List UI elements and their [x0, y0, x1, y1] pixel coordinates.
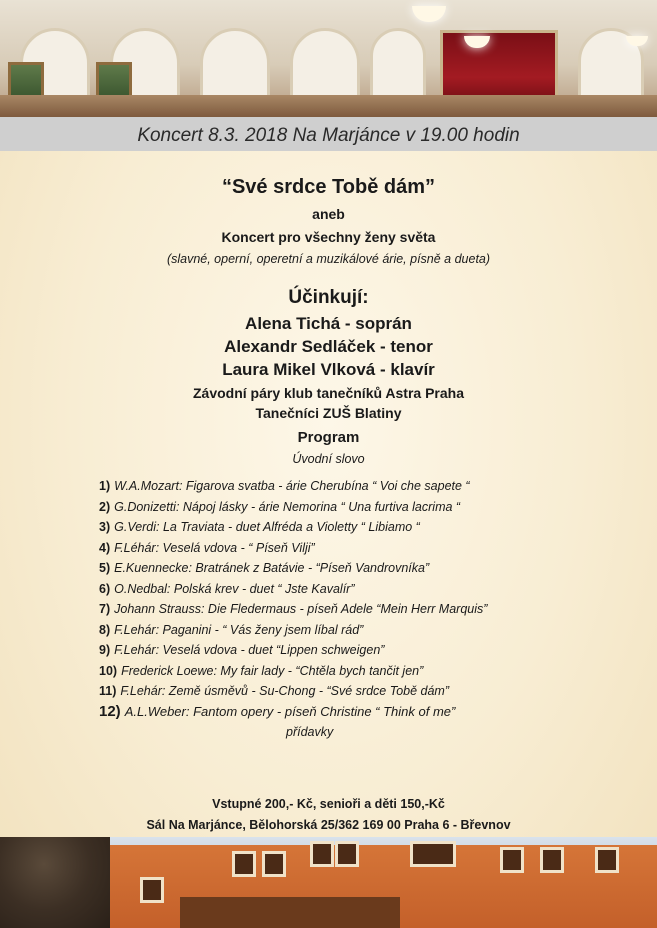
program-item — [99, 558, 619, 579]
event-genres: (slavné, operní, operetní a muzikálové árie, písně a dueta) — [166, 252, 491, 266]
program-item — [99, 538, 619, 559]
performer-item: Alena Tichá - soprán — [245, 314, 412, 333]
program-item — [99, 681, 619, 702]
building-window — [310, 841, 334, 867]
program-encore — [99, 722, 619, 743]
program-item — [99, 476, 619, 497]
program-item-text: G.Donizetti: Nápoj lásky - árie Nemorina “ Una furtiva lacrima “ — [114, 499, 461, 514]
performer-item: Laura Mikel Vlková - klavír — [222, 360, 435, 379]
program-item-number: 11) — [99, 684, 117, 698]
program-item-number: 6) — [99, 581, 111, 596]
program-item — [99, 640, 619, 661]
program-encore-text: přídavky — [286, 725, 334, 739]
program-item-text: F.Lehár: Paganini - “ Vás ženy jsem líbal rád” — [114, 622, 364, 637]
program-item — [99, 620, 619, 641]
program-item-number: 2) — [99, 499, 111, 514]
program-item-text: E.Kuennecke: Bratránek z Batávie - “Píseň Vandrovníka” — [114, 561, 430, 575]
building-window — [595, 847, 619, 873]
building-entrance — [180, 897, 400, 928]
performers-heading: Účinkují: — [288, 287, 369, 308]
program-item — [99, 517, 619, 538]
program-item-text: O.Nedbal: Polská krev - duet “ Jste Kavalír” — [114, 581, 355, 596]
program-item-number: 12) — [99, 702, 121, 720]
program-item-text: W.A.Mozart: Figarova svatba - árie Cherubína “ Voi che sapete “ — [114, 479, 470, 493]
building-window — [500, 847, 524, 873]
performer-item: Závodní páry klub tanečníků Astra Praha — [192, 385, 464, 401]
event-subtitle: Koncert pro všechny ženy světa — [221, 229, 436, 245]
program-list — [99, 476, 619, 743]
event-conjunction: aneb — [312, 206, 345, 222]
program-item — [99, 702, 619, 723]
building-window — [540, 847, 564, 873]
program-item-text: F.Lehár: Země úsměvů - Su-Chong - “Své srdce Tobě dám” — [120, 684, 450, 698]
program-item-number: 1) — [99, 479, 111, 493]
tree-silhouette — [0, 837, 110, 928]
venue-address: Sál Na Marjánce, Bělohorská 25/362 169 00 Praha 6 - Břevnov — [146, 818, 511, 832]
building-window — [335, 841, 359, 867]
building-window — [140, 877, 164, 903]
admission-price: Vstupné 200,- Kč, senioři a děti 150,-Kč — [212, 797, 445, 811]
program-item-number: 3) — [99, 520, 111, 534]
program-item-number: 9) — [99, 643, 111, 657]
program-item-text: G.Verdi: La Traviata - duet Alfréda a Violetty “ Libiamo “ — [114, 520, 420, 534]
program-item-text: Frederick Loewe: My fair lady - “Chtěla bych tančit jen” — [121, 663, 424, 678]
concert-date-title: Koncert 8.3. 2018 Na Marjánce v 19.00 hodin — [137, 125, 520, 146]
concert-hall-photo — [0, 0, 657, 117]
venue-building-photo — [0, 837, 657, 928]
program-item-number: 4) — [99, 540, 111, 555]
program-item-text: F.Lehár: Veselá vdova - duet “Lippen schweigen” — [114, 643, 385, 657]
program-intro: Úvodní slovo — [292, 452, 365, 466]
chandelier-icon — [412, 6, 446, 22]
building-window — [262, 851, 286, 877]
program-item-text: F.Léhár: Veselá vdova - “ Píseň Vilji” — [114, 540, 315, 555]
building-window — [410, 841, 456, 867]
program-item-text: Johann Strauss: Die Fledermaus - píseň Adele “Mein Herr Marquis” — [114, 602, 488, 616]
program-item-number: 10) — [99, 663, 118, 678]
performer-item: Tanečníci ZUŠ Blatiny — [255, 405, 402, 421]
building-window — [232, 851, 256, 877]
program-item-number: 7) — [99, 602, 111, 616]
program-item — [99, 599, 619, 620]
program-item-number: 5) — [99, 561, 111, 575]
program-item-number: 8) — [99, 622, 111, 637]
program-item-text: A.L.Weber: Fantom opery - píseň Christine “ Think of me” — [124, 703, 456, 719]
program-item — [99, 579, 619, 600]
event-name: “Své srdce Tobě dám” — [221, 176, 436, 198]
program-item — [99, 497, 619, 518]
performer-item: Alexandr Sedláček - tenor — [224, 337, 433, 356]
program-heading: Program — [297, 429, 360, 446]
program-item — [99, 661, 619, 682]
hall-floor — [0, 95, 657, 117]
